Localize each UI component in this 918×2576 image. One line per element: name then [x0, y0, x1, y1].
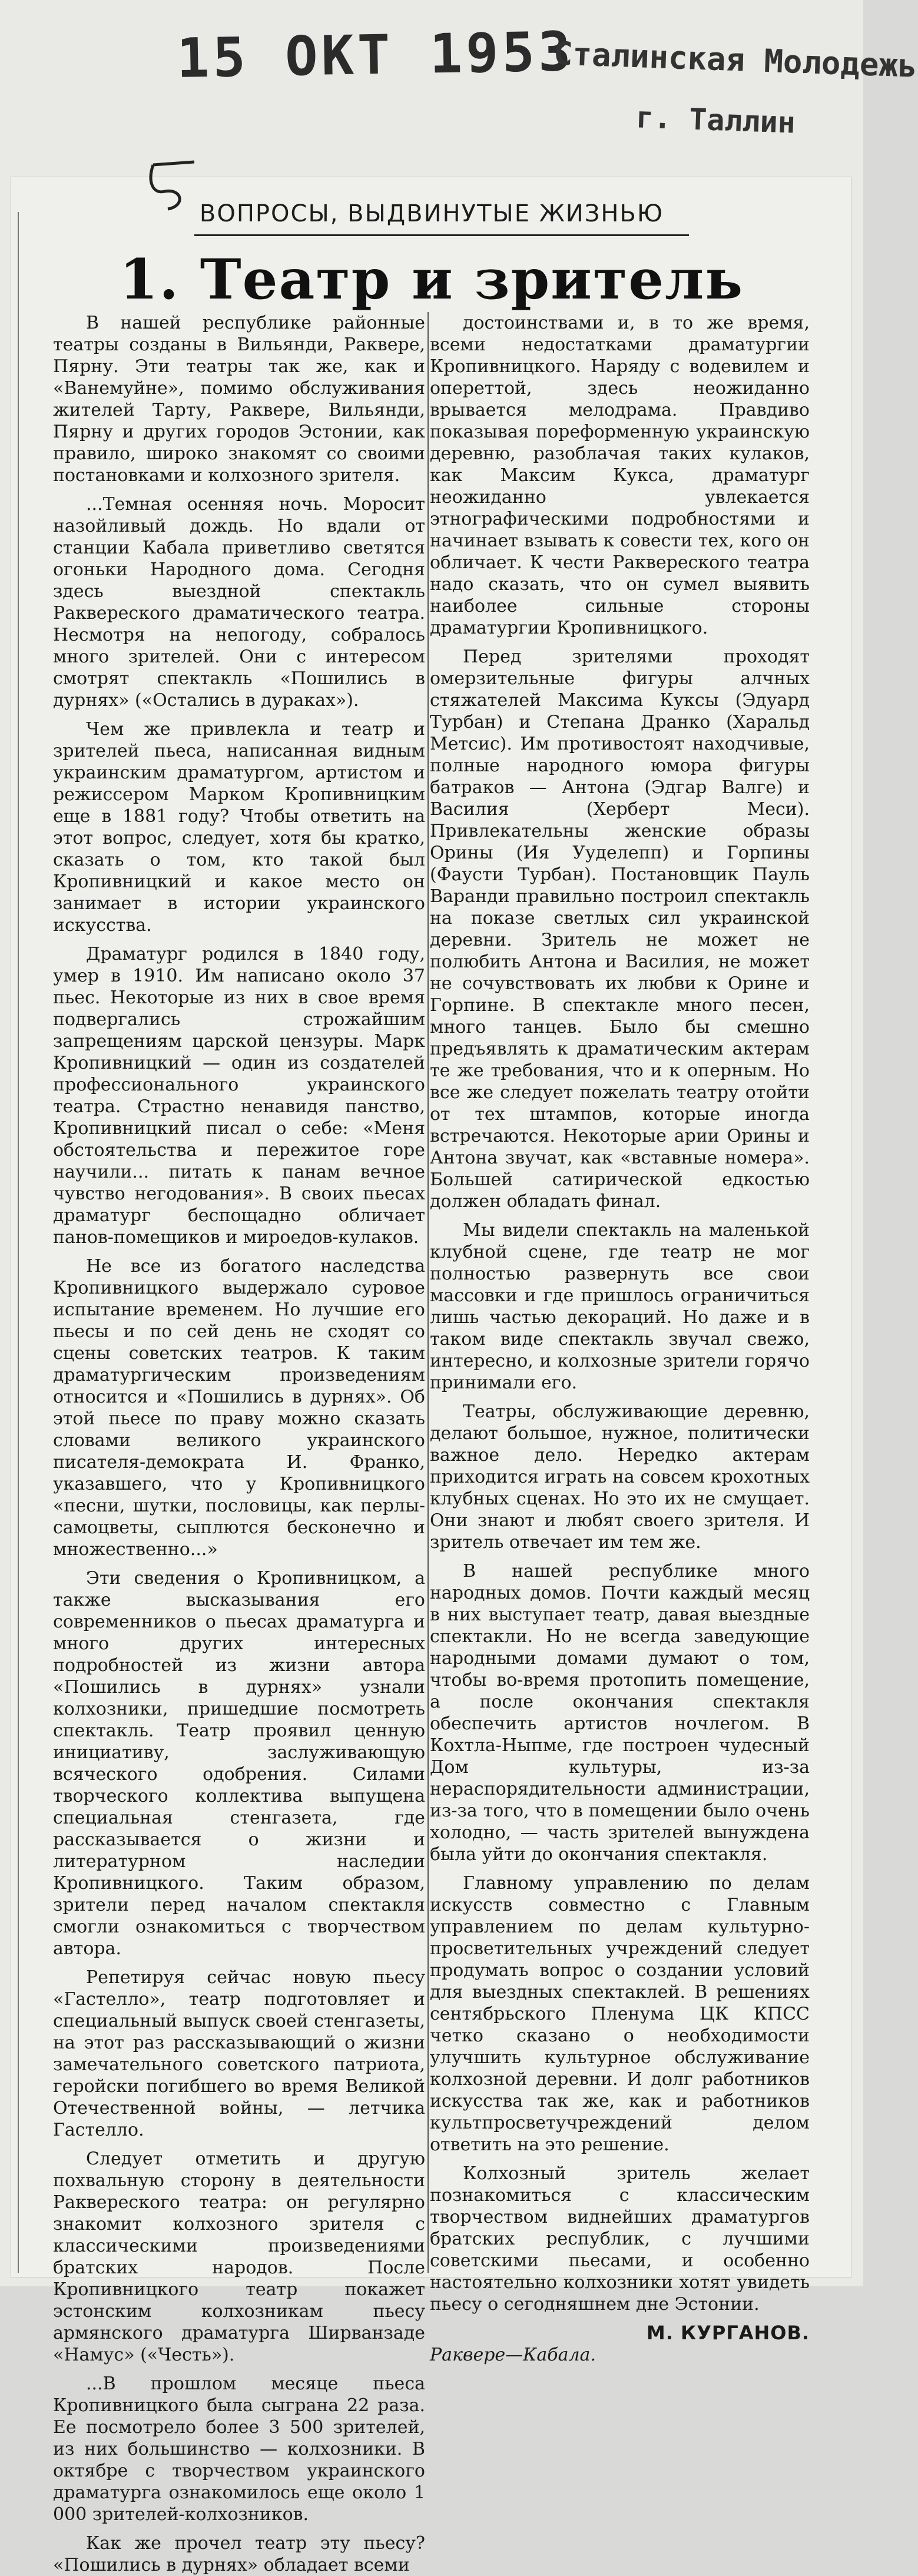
article-title: 1. Театр и зритель: [119, 247, 744, 312]
publication-stamp: Сталинская Молодежь: [553, 35, 918, 85]
article-paragraph: Следует отметить и другую похвальную сторону в деятельности Раквереского театра: он регулярно знакомит колхозного зрителя с классическими произведениями братских народов. После Кропивницкого театр покажет эстонским колхозникам пьесу армянского драматурга Ширванзаде «Намус» («Честь»).: [53, 2149, 425, 2365]
article-paragraph: В нашей республике районные театры созданы в Вильянди, Раквере, Пярну. Эти театры так же, как и «Ванемуйне», помимо обслуживания жителей Тарту, Раквере, Вильянди, Пярну и других городов Эстонии, как правило, широко знакомят со своими постановками и колхозного зрителя.: [53, 313, 425, 486]
dateline: Раквере—Кабала.: [430, 2345, 596, 2365]
article-paragraph: ...Темная осенняя ночь. Моросит назойливый дождь. Но вдали от станции Кабала приветливо светятся огоньки Народного дома. Сегодня здесь выездной спектакль Раквереского драматического театра. Несмотря на непогоду, собралось много зрителей. Они с интересом смотрят спектакль «Пошились в дурнях» («Остались в дураках»).: [53, 494, 425, 711]
article-paragraph: достоинствами и, в то же время, всеми недостатками драматургии Кропивницкого. Наряду с водевилем и опереттой, здесь неожиданно врывается мелодрама. Правдиво показывая пореформенную украинскую деревню, разоблачая таких кулаков, как Максим Кукса, драматург неожиданно увлекается этнографическими подробностями и начинает взывать к совести тех, кого он обличает. К чести Раквереского театра надо сказать, что он сумел выявить наиболее сильные стороны драматургии Кропивницкого.: [430, 313, 810, 638]
article-paragraph: Эти сведения о Кропивницком, а также высказывания его современников о пьесах драматурга и много других интересных подробностей из жизни автора «Пошились в дурнях» узнали колхозники, пришедшие посмотреть спектакль. Театр проявил ценную инициативу, заслуживающую всяческого одобрения. Силами творческого коллектива выпущена специальная стенгазета, где рассказывается о жизни и литературном наследии Кропивницкого. Таким образом, зрители перед началом спектакля смогли ознакомиться с творчеством автора.: [53, 1568, 425, 1959]
article-paragraph: Как же прочел театр эту пьесу? «Пошились в дурнях» обладает всеми: [53, 2533, 425, 2575]
author-signature: М. КУРГАНОВ.: [646, 2322, 810, 2344]
city-stamp: г. Таллин: [635, 100, 796, 140]
article-paragraph: ...В прошлом месяце пьеса Кропивницкого была сыграна 22 раза. Ее посмотрело более 3 500 зрителей, из них большинство — колхозники. В октябре с творчеством украинского драматурга ознакомилось еще около 1 000 зрителей-колхозников.: [53, 2373, 425, 2525]
article-column-left: [53, 312, 425, 2575]
article-paragraph: Главному управлению по делам искусств совместно с Главным управлением по делам культурно-просветительных учреждений следует продумать вопрос о создании условий для выездных спектаклей. В решениях сентябрьского Пленума ЦК КПСС четко сказано о необходимости улучшить культурное обслуживание колхозной деревни. И долг работников искусства так же, как и работников культпросветучреждений делом ответить на это решение.: [430, 1873, 810, 2155]
rubric-heading: ВОПРОСЫ, ВЫДВИНУТЫЕ ЖИЗНЬЮ: [199, 200, 664, 227]
date-stamp: 15 ОКТ 1953: [176, 20, 575, 90]
clipping-edge: [18, 212, 19, 2273]
article-paragraph: Не все из богатого наследства Кропивницкого выдержало суровое испытание временем. Но лучшие его пьесы и по сей день не сходят со сцены советских театров. К таким драматургическим произведениям относится и «Пошились в дурнях». Об этой пьесе по праву можно сказать словами великого украинского писателя-демократа И. Франко, указавшего, что у Кропивницкого «песни, шутки, пословицы, как перлы-самоцветы, сыплются бесконечно и множественно...»: [53, 1256, 425, 1560]
article-paragraph: Чем же привлекла и театр и зрителей пьеса, написанная видным украинским драматургом, артистом и режиссером Марком Кропивницким еще в 1881 году? Чтобы ответить на этот вопрос, следует, хотя бы кратко, сказать о том, кто такой был Кропивницкий и какое место он занимает в истории украинского искусства.: [53, 719, 425, 936]
article-paragraph: Репетируя сейчас новую пьесу «Гастелло», театр подготовляет и специальный выпуск своей стенгазеты, на этот раз рассказывающий о жизни замечательного советского патриота, геройски погибшего во время Великой Отечественной войны, — летчика Гастелло.: [53, 1967, 425, 2140]
rubric-underline: [194, 234, 689, 236]
column-divider: [427, 312, 429, 2273]
article-paragraph: Колхозный зритель желает познакомиться с классическим творчеством виднейших драматургов братских республик, с лучшими советскими пьесами, и особенно настоятельно колхозники хотят увидеть пьесу о сегодняшнем дне Эстонии.: [430, 2163, 810, 2315]
article-paragraph: Театры, обслуживающие деревню, делают большое, нужное, политически важное дело. Нередко актерам приходится играть на совсем крохотных клубных сценах. Но это их не смущает. Они знают и любят своего зрителя. И зритель отвечает им тем же.: [430, 1401, 810, 1553]
article-paragraph: Драматург родился в 1840 году, умер в 1910. Им написано около 37 пьес. Некоторые из них в свое время подвергались строжайшим запрещениям царской цензуры. Марк Кропивницкий — один из создателей профессионального украинского театра. Страстно ненавидя панство, Кропивницкий писал о себе: «Меня обстоятельства и пережитое горе научили... питать к панам вечное чувство негодования». В своих пьесах драматург беспощадно обличает панов-помещиков и мироедов-кулаков.: [53, 944, 425, 1248]
article-paragraph: Перед зрителями проходят омерзительные фигуры алчных стяжателей Максима Куксы (Эдуард Турбан) и Степана Дранко (Харальд Метсис). Им противостоят находчивые, полные народного юмора фигуры батраков — Антона (Эдгар Валге) и Василия (Херберт Меси). Привлекательны женские образы Орины (Ия Ууделепп) и Горпины (Фаусти Турбан). Постановщик Пауль Варанди правильно построил спектакль на показе светлых сил украинской деревни. Зритель не может не полюбить Антона и Василия, не может не сочувствовать их любви к Орине и Горпине. В спектакле много песен, много танцев. Было бы смешно предъявлять к драматическим актерам те же требования, что и к оперным. Но все же следует пожелать театру отойти от тех штампов, которые иногда встречаются. Некоторые арии Орины и Антона звучат, как «вставные номера». Большей сатирической едкостью должен обладать финал.: [430, 647, 810, 1212]
article-paragraph: Мы видели спектакль на маленькой клубной сцене, где театр не мог полностью развернуть все свои массовки и где пришлось ограничиться лишь частью декораций. Но даже и в таком виде спектакль звучал свежо, интересно, и колхозные зрители горячо принимали его.: [430, 1220, 810, 1393]
article-paragraph: В нашей республике много народных домов. Почти каждый месяц в них выступает театр, давая выездные спектакли. Но не всегда заведующие народными домами думают о том, чтобы во-время протопить помещение, а после окончания спектакля обеспечить артистов ночлегом. В Кохтла-Ныпме, где построен чудесный Дом культуры, из-за нераспорядительности администрации, из-за того, что в помещении было очень холодно, — часть зрителей вынуждена была уйти до окончания спектакля.: [430, 1561, 810, 1865]
article-column-right: [430, 312, 810, 2365]
